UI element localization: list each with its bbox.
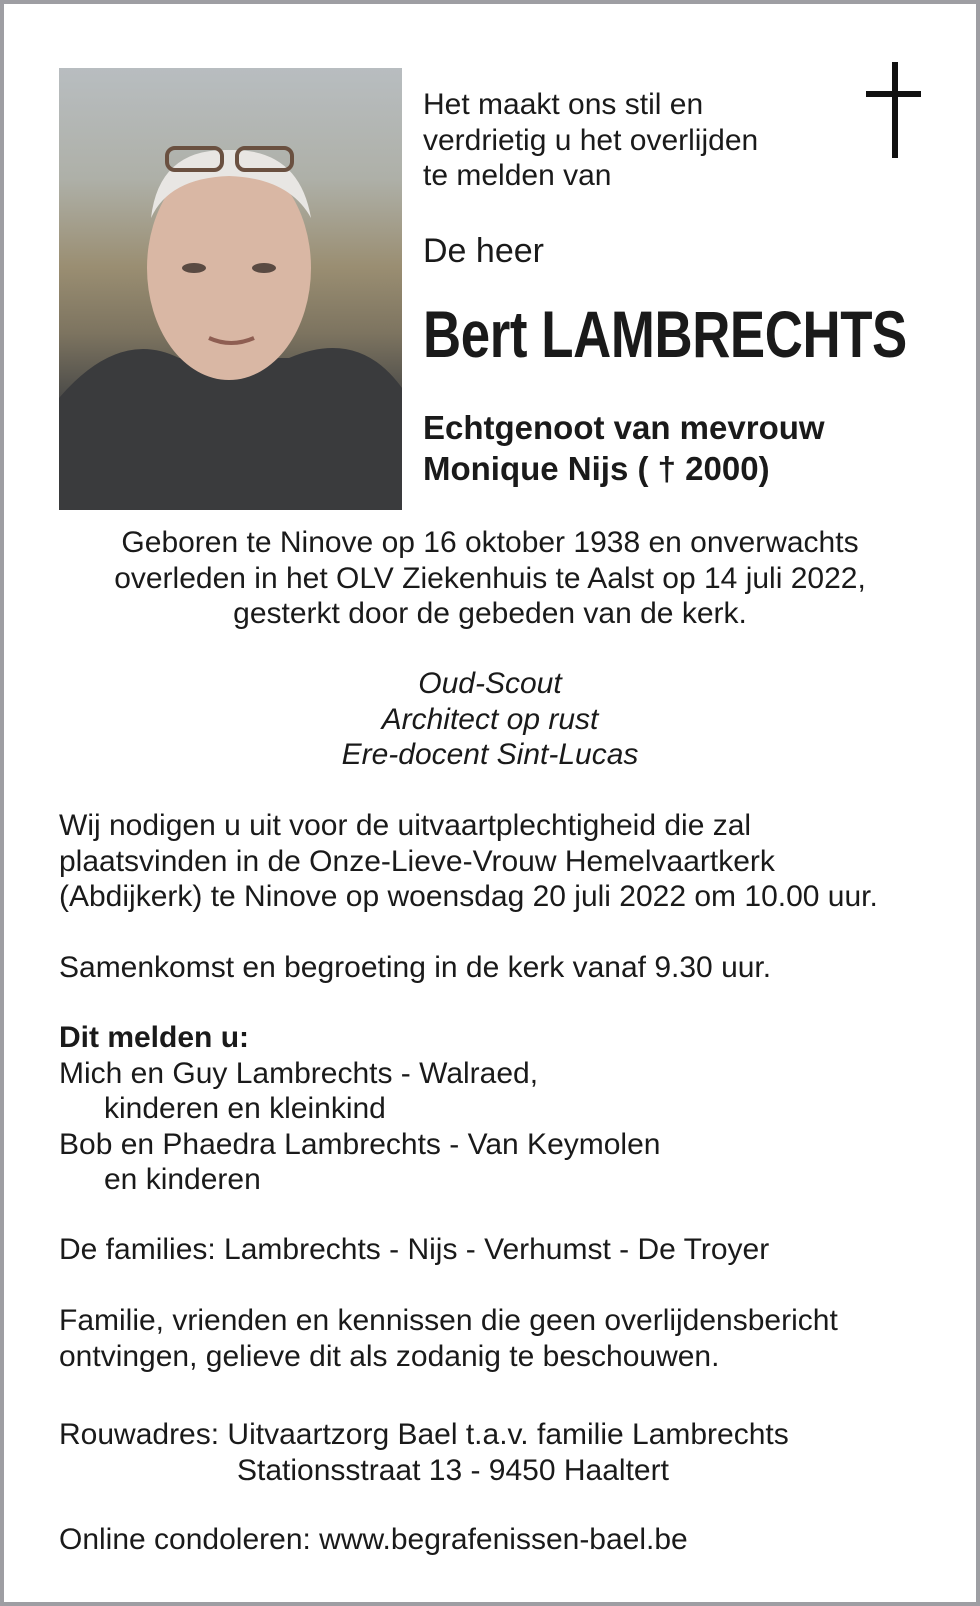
notice-text — [59, 1303, 838, 1374]
intro-line: verdrietig u het overlijden — [423, 123, 759, 157]
invitation-line: Wij nodigen u uit voor de uitvaartplechtigheid die zal — [59, 809, 752, 842]
role-line: Oud-Scout — [418, 667, 562, 700]
online-condolences[interactable]: Online condoleren: www.begrafenissen-bael.be — [59, 1523, 688, 1556]
cross-icon — [892, 62, 898, 158]
cross-icon-bar — [866, 91, 921, 97]
deceased-name: Bert LAMBRECHTS — [423, 297, 907, 371]
spouse-line: Echtgenoot van mevrouw — [423, 409, 825, 446]
role-line: Ere-docent Sint-Lucas — [341, 738, 639, 772]
birth-death-line: overleden in het OLV Ziekenhuis te Aalst op 14 juli 2022, — [114, 561, 866, 595]
announcer-line: Bob en Phaedra Lambrechts - Van Keymolen — [59, 1127, 661, 1161]
intro-line: Het maakt ons stil en — [423, 88, 704, 121]
birth-death-info — [0, 525, 980, 632]
address-line: Rouwadres: Uitvaartzorg Bael t.a.v. familie Lambrechts — [59, 1418, 789, 1451]
announcer-line: Mich en Guy Lambrechts - Walraed, — [59, 1056, 539, 1090]
roles — [0, 666, 980, 773]
notice-line: Familie, vrienden en kennissen die geen overlijdensbericht — [59, 1304, 838, 1337]
announcers — [59, 1020, 660, 1198]
role-line: Architect op rust — [381, 702, 599, 736]
funeral-invitation — [59, 808, 878, 915]
intro-text — [423, 87, 758, 194]
gathering-info: Samenkomst en begroeting in de kerk vanaf 9.30 uur. — [59, 951, 772, 984]
birth-death-line: Geboren te Ninove op 16 oktober 1938 en onverwachts — [121, 526, 859, 559]
title-prefix: De heer — [423, 232, 544, 270]
portrait-photo — [59, 68, 402, 510]
invitation-line: plaatsvinden in de Onze-Lieve-Vrouw Hemelvaartkerk — [59, 844, 775, 878]
notice-line: ontvingen, gelieve dit als zodanig te beschouwen. — [59, 1339, 720, 1373]
spouse-info — [423, 407, 825, 489]
families: De families: Lambrechts - Nijs - Verhumst - De Troyer — [59, 1233, 770, 1266]
announcer-line: en kinderen — [104, 1163, 261, 1197]
spouse-line: Monique Nijs ( † 2000) — [423, 450, 770, 487]
portrait-illustration — [59, 68, 402, 510]
address-line: Stationsstraat 13 - 9450 Haaltert — [237, 1453, 669, 1487]
invitation-line: (Abdijkerk) te Ninove op woensdag 20 juli 2022 om 10.00 uur. — [59, 880, 878, 914]
mourning-address — [59, 1417, 789, 1488]
intro-line: te melden van — [423, 159, 612, 193]
birth-death-line: gesterkt door de gebeden van de kerk. — [233, 597, 747, 631]
announcers-heading: Dit melden u: — [59, 1021, 250, 1054]
announcer-line: kinderen en kleinkind — [104, 1092, 386, 1126]
